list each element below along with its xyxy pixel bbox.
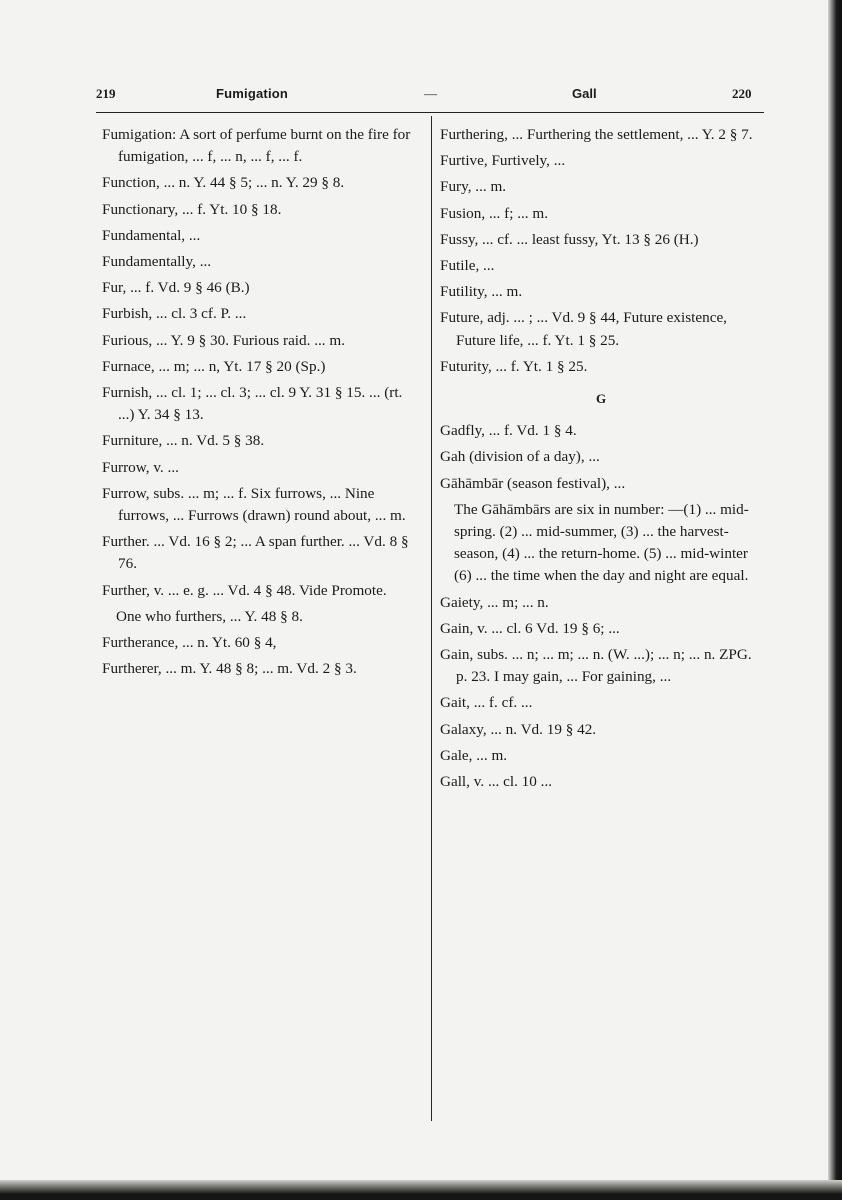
entry-furious: Furious, ... Y. 9 § 30. Furious raid. ... m. — [102, 331, 346, 349]
section-letter-g: G — [595, 391, 607, 407]
entry-futility: Futility, ... m. — [440, 283, 523, 301]
header-dash: — — [424, 86, 437, 101]
entry-fumigation: Fumigation: A sort of perfume burnt on the fire for fumigation, ... f, ... n, ... f, ... f. — [102, 126, 411, 166]
entry-furtherance: Furtherance, ... n. Yt. 60 § 4, — [102, 634, 277, 652]
entry-fussy: Fussy, ... cf. ... least fussy, Yt. 13 § 26 (H.) — [440, 230, 699, 248]
entry-futile: Futile, ... — [440, 257, 495, 275]
entry-gain-noun: Gain, subs. ... n; ... m; ... n. (W. ...); ... n; ... n. ZPG. p. 23. I may gain, ... For gaining, ... — [440, 646, 752, 686]
entry-furtherer: Furtherer, ... m. Y. 48 § 8; ... m. Vd. 2 § 3. — [102, 660, 357, 678]
entry-fundamental: Fundamental, ... — [102, 226, 201, 244]
column-divider — [431, 116, 432, 1121]
entry-fury: Fury, ... m. — [440, 178, 507, 196]
page-number-left: 219 — [96, 86, 116, 101]
entry-fur: Fur, ... f. Vd. 9 § 46 (B.) — [102, 279, 250, 297]
running-header — [96, 86, 756, 108]
gahambar-note: The Gāhāmbārs are six in number: —(1) ... mid-spring. (2) ... mid-summer, (3) ... the harvest-season, (4) ... the return-home. (5) ... mid-winter (6) ... the time when the day and night are equal. — [454, 500, 749, 585]
entry-furnish: Furnish, ... cl. 1; ... cl. 3; ... cl. 9 Y. 31 § 15. ... (rt. ...) Y. 34 § 13. — [102, 384, 403, 424]
right-column — [440, 124, 762, 797]
entry-gait: Gait, ... f. cf. ... — [440, 694, 533, 712]
entry-furthering: Furthering, ... Furthering the settlement, ... Y. 2 § 7. — [440, 126, 753, 143]
entry-furrow-verb: Furrow, v. ... — [102, 458, 179, 476]
entry-gah: Gah (division of a day), ... — [440, 448, 600, 466]
entry-future: Future, adj. ... ; ... Vd. 9 § 44, Future existence, Future life, ... f. Yt. 1 § 25. — [440, 309, 727, 349]
entry-gahambar: Gāhāmbār (season festival), ... — [440, 474, 626, 492]
entry-fundamentally: Fundamentally, ... — [102, 253, 212, 271]
entry-gaiety: Gaiety, ... m; ... n. — [440, 593, 549, 611]
entry-furnace: Furnace, ... m; ... n, Yt. 17 § 20 (Sp.) — [102, 357, 326, 375]
entry-further-verb: Further, v. ... e. g. ... Vd. 4 § 48. Vide Promote. — [102, 581, 387, 599]
entry-functionary: Functionary, ... f. Yt. 10 § 18. — [102, 200, 282, 218]
scan-right-edge — [828, 0, 842, 1200]
scan-bottom-edge — [0, 1180, 842, 1200]
entry-gale: Gale, ... m. — [440, 746, 508, 764]
entry-further-adverb: Further. ... Vd. 16 § 2; ... A span further. ... Vd. 8 § 76. — [102, 533, 409, 573]
header-word-right: Gall — [572, 86, 597, 101]
header-rule — [96, 112, 764, 113]
entry-futurity: Futurity, ... f. Yt. 1 § 25. — [440, 357, 588, 375]
entry-galaxy: Galaxy, ... n. Vd. 19 § 42. — [440, 720, 597, 738]
entry-gall: Gall, v. ... cl. 10 ... — [440, 773, 553, 791]
entry-gadfly: Gadfly, ... f. Vd. 1 § 4. — [440, 422, 577, 440]
entry-gain-verb: Gain, v. ... cl. 6 Vd. 19 § 6; ... — [440, 619, 620, 637]
page-number-right: 220 — [732, 86, 752, 101]
left-column — [102, 124, 420, 684]
entry-fusion: Fusion, ... f; ... m. — [440, 204, 549, 222]
header-word-left: Fumigation — [216, 86, 289, 101]
entry-furrow-noun: Furrow, subs. ... m; ... f. Six furrows, ... Nine furrows, ... Furrows (drawn) round about, ... m. — [102, 484, 406, 525]
entry-one-who-furthers: One who furthers, ... Y. 48 § 8. — [116, 607, 303, 625]
entry-furniture: Furniture, ... n. Vd. 5 § 38. — [102, 432, 265, 450]
entry-furtive: Furtive, Furtively, ... — [440, 152, 566, 170]
entry-furbish: Furbish, ... cl. 3 cf. P. ... — [102, 305, 247, 323]
entry-function: Function, ... n. Y. 44 § 5; ... n. Y. 29 § 8. — [102, 174, 345, 192]
